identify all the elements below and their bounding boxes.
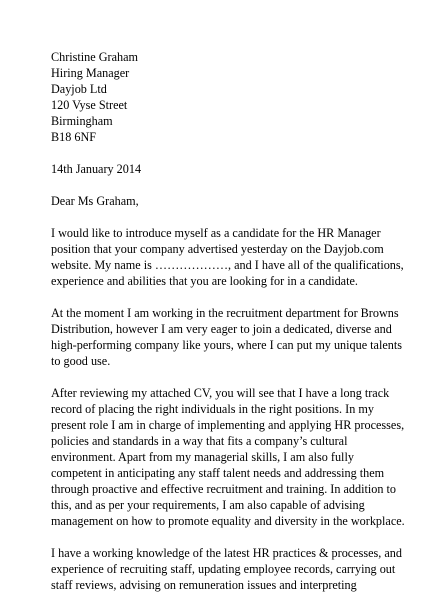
- paragraph-line: high-performing company like yours, where I can put my unique talents: [51, 338, 402, 352]
- address-line: 120 Vyse Street: [51, 98, 128, 112]
- address-line: B18 6NF: [51, 130, 97, 144]
- paragraph-line: At the moment I am working in the recruitment department for Browns: [51, 306, 399, 320]
- paragraph-line: staff reviews, advising on remuneration issues and interpreting: [51, 578, 357, 592]
- address-line: Hiring Manager: [51, 66, 130, 80]
- paragraph-line: record of placing the right individuals in the right positions. In my: [51, 402, 374, 416]
- paragraph-line: competent in anticipating any staff talent needs and addressing them: [51, 466, 385, 480]
- paragraph-line: position that your company advertised yesterday on the Dayjob.com: [51, 242, 384, 256]
- paragraph-line: Distribution, however I am very eager to join a dedicated, diverse and: [51, 322, 392, 336]
- paragraph-knowledge: [51, 545, 402, 593]
- paragraph-line: experience of recruiting staff, updating employee records, carrying out: [51, 562, 396, 576]
- paragraph-line: through proactive and effective recruitment and training. In addition to: [51, 482, 396, 496]
- letter-date: [51, 161, 396, 177]
- salutation: [51, 193, 396, 209]
- paragraph-line: I would like to introduce myself as a candidate for the HR Manager: [51, 226, 381, 240]
- paragraph-line: environment. Apart from my managerial skills, I am also fully: [51, 450, 354, 464]
- paragraph-current-role: [51, 305, 402, 369]
- recipient-address: [51, 49, 396, 145]
- address-line: Birmingham: [51, 114, 113, 128]
- paragraph-line: experience and abilities that you are looking for in a candidate.: [51, 274, 358, 288]
- address-line: Christine Graham: [51, 50, 138, 64]
- paragraph-line: website. My name is ………………, and I have all of the qualifications,: [51, 258, 404, 272]
- paragraph-line: policies and standards in a way that fits a company’s cultural: [51, 434, 348, 448]
- paragraph-line: to good use.: [51, 354, 111, 368]
- paragraph-line: I have a working knowledge of the latest HR practices & processes, and: [51, 546, 402, 560]
- paragraph-introduction: [51, 225, 404, 289]
- paragraph-line: this, and as per your requirements, I am also capable of advising: [51, 498, 365, 512]
- salutation-text: Dear Ms Graham,: [51, 194, 139, 208]
- address-line: Dayjob Ltd: [51, 82, 107, 96]
- paragraph-experience: [51, 385, 405, 529]
- cover-letter: [51, 49, 405, 593]
- paragraph-line: After reviewing my attached CV, you will see that I have a long track: [51, 386, 390, 400]
- paragraph-line: present role I am in charge of implementing and applying HR processes,: [51, 418, 405, 432]
- date-text: 14th January 2014: [51, 162, 142, 176]
- paragraph-line: management on how to promote equality and diversity in the workplace.: [51, 514, 405, 528]
